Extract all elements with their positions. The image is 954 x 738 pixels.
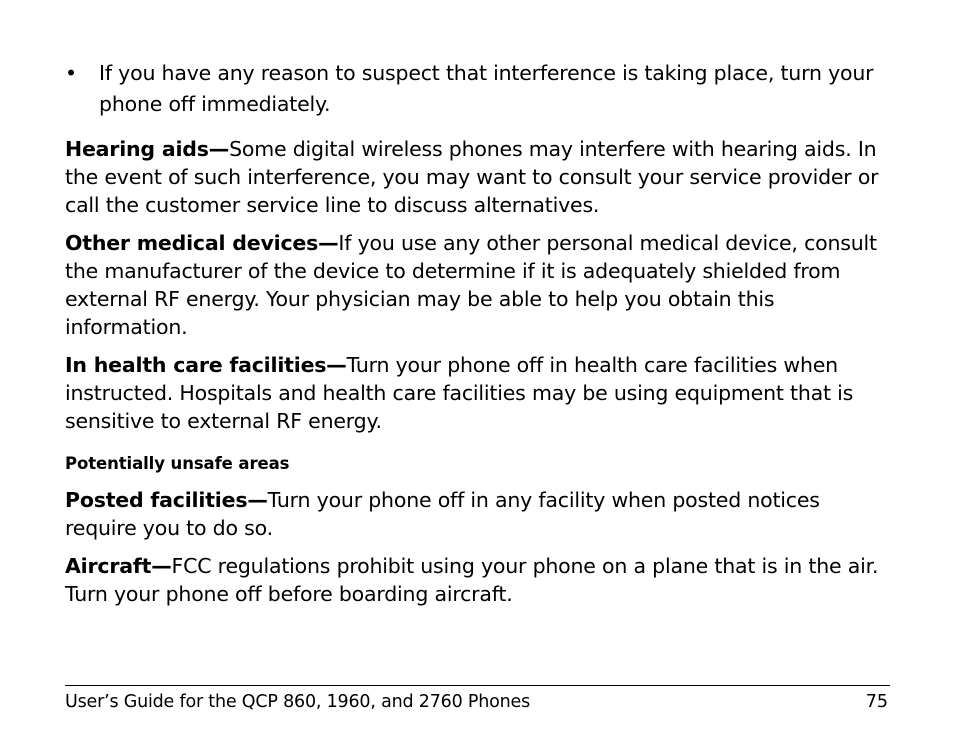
paragraph-lead: Other medical devices—: [65, 231, 339, 255]
paragraph-other-medical-devices: [65, 229, 895, 341]
paragraph-body: FCC regulations prohibit using your phone on a plane that is in the air. Turn your phone off before boarding aircraft.: [65, 554, 879, 606]
paragraph-body: Turn your phone off in health care facilities when instructed. Hospitals and health care facilities may be using equipment that is sensitive to external RF energy.: [65, 353, 854, 433]
paragraph-aircraft: [65, 552, 895, 608]
paragraph-lead: Hearing aids—: [65, 137, 230, 161]
section-subheading: Potentially unsafe areas: [65, 454, 290, 473]
paragraph-posted-facilities: [65, 486, 895, 542]
bullet-text: If you have any reason to suspect that interference is taking place, turn your phone off immediately.: [99, 61, 874, 116]
paragraph-body: Turn your phone off in any facility when posted notices require you to do so.: [65, 488, 820, 540]
paragraph-hearing-aids: [65, 135, 895, 219]
paragraph-lead: Aircraft—: [65, 554, 172, 578]
paragraph-body: If you use any other personal medical device, consult the manufacturer of the device to determine if it is adequately shielded from external RF energy. Your physician may be able to help you obtain this information.: [65, 231, 877, 339]
footer-divider: [65, 685, 890, 686]
footer-title: User’s Guide for the QCP 860, 1960, and 2760 Phones: [65, 692, 531, 712]
paragraph-lead: Posted facilities—: [65, 488, 268, 512]
paragraph-health-care-facilities: [65, 351, 895, 435]
bullet-item: [65, 58, 885, 120]
page-number: 75: [865, 692, 888, 712]
paragraph-body: Some digital wireless phones may interfere with hearing aids. In the event of such interference, you may want to consult your service provider or call the customer service line to discuss alternatives.: [65, 137, 879, 217]
bullet-marker: •: [65, 61, 77, 85]
paragraph-lead: In health care facilities—: [65, 353, 347, 377]
